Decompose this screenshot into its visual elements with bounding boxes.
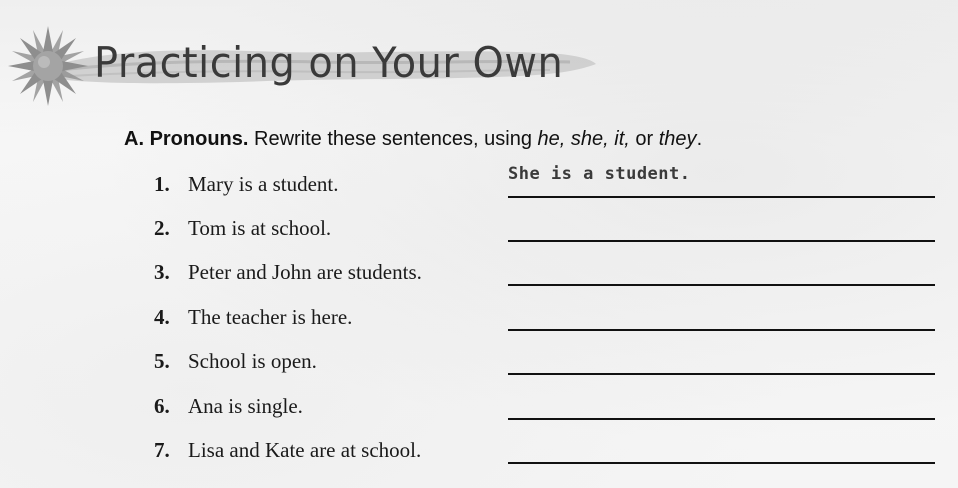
section-name: Pronouns. (149, 128, 249, 150)
exercise-item-4 (154, 305, 944, 335)
item-sentence: Peter and John are students. (188, 260, 422, 284)
answer-line[interactable] (508, 329, 935, 331)
item-number: 6. (154, 394, 170, 418)
item-sentence: Ana is single. (188, 394, 303, 418)
item-sentence: Lisa and Kate are at school. (188, 438, 422, 462)
pronoun-it: it, (614, 128, 630, 150)
answer-line[interactable] (508, 373, 935, 375)
instruction-connector: or (635, 128, 654, 150)
item-number: 4. (154, 305, 170, 329)
exercise-item-2 (154, 216, 944, 246)
section-letter: A. (124, 128, 144, 150)
page-title: Practicing on Your Own (94, 38, 564, 87)
item-number: 7. (154, 438, 170, 462)
instruction-period: . (696, 128, 703, 150)
answer-line[interactable] (508, 418, 935, 420)
item-number: 5. (154, 349, 170, 373)
item-sentence: Tom is at school. (188, 216, 332, 240)
exercise-item-7 (154, 438, 944, 468)
pronoun-he: he, (537, 128, 566, 150)
item-number: 3. (154, 260, 170, 284)
answer-text: She is a student. (508, 164, 691, 184)
answer-line[interactable] (508, 284, 935, 286)
item-number: 2. (154, 216, 170, 240)
exercise-item-3 (154, 260, 944, 290)
instruction-text: Rewrite these sentences, using (254, 128, 532, 150)
answer-line[interactable] (508, 462, 935, 464)
exercise-item-6 (154, 394, 944, 424)
answer-line[interactable] (508, 196, 935, 198)
exercise-item-5 (154, 349, 944, 379)
item-sentence: Mary is a student. (188, 172, 339, 196)
answer-line[interactable] (508, 240, 935, 242)
item-sentence: School is open. (188, 349, 317, 373)
item-sentence: The teacher is here. (188, 305, 353, 329)
item-number: 1. (154, 172, 170, 196)
exercise-item-1 (154, 164, 944, 202)
pronoun-they: they (658, 128, 697, 150)
pronoun-she: she, (570, 128, 609, 150)
